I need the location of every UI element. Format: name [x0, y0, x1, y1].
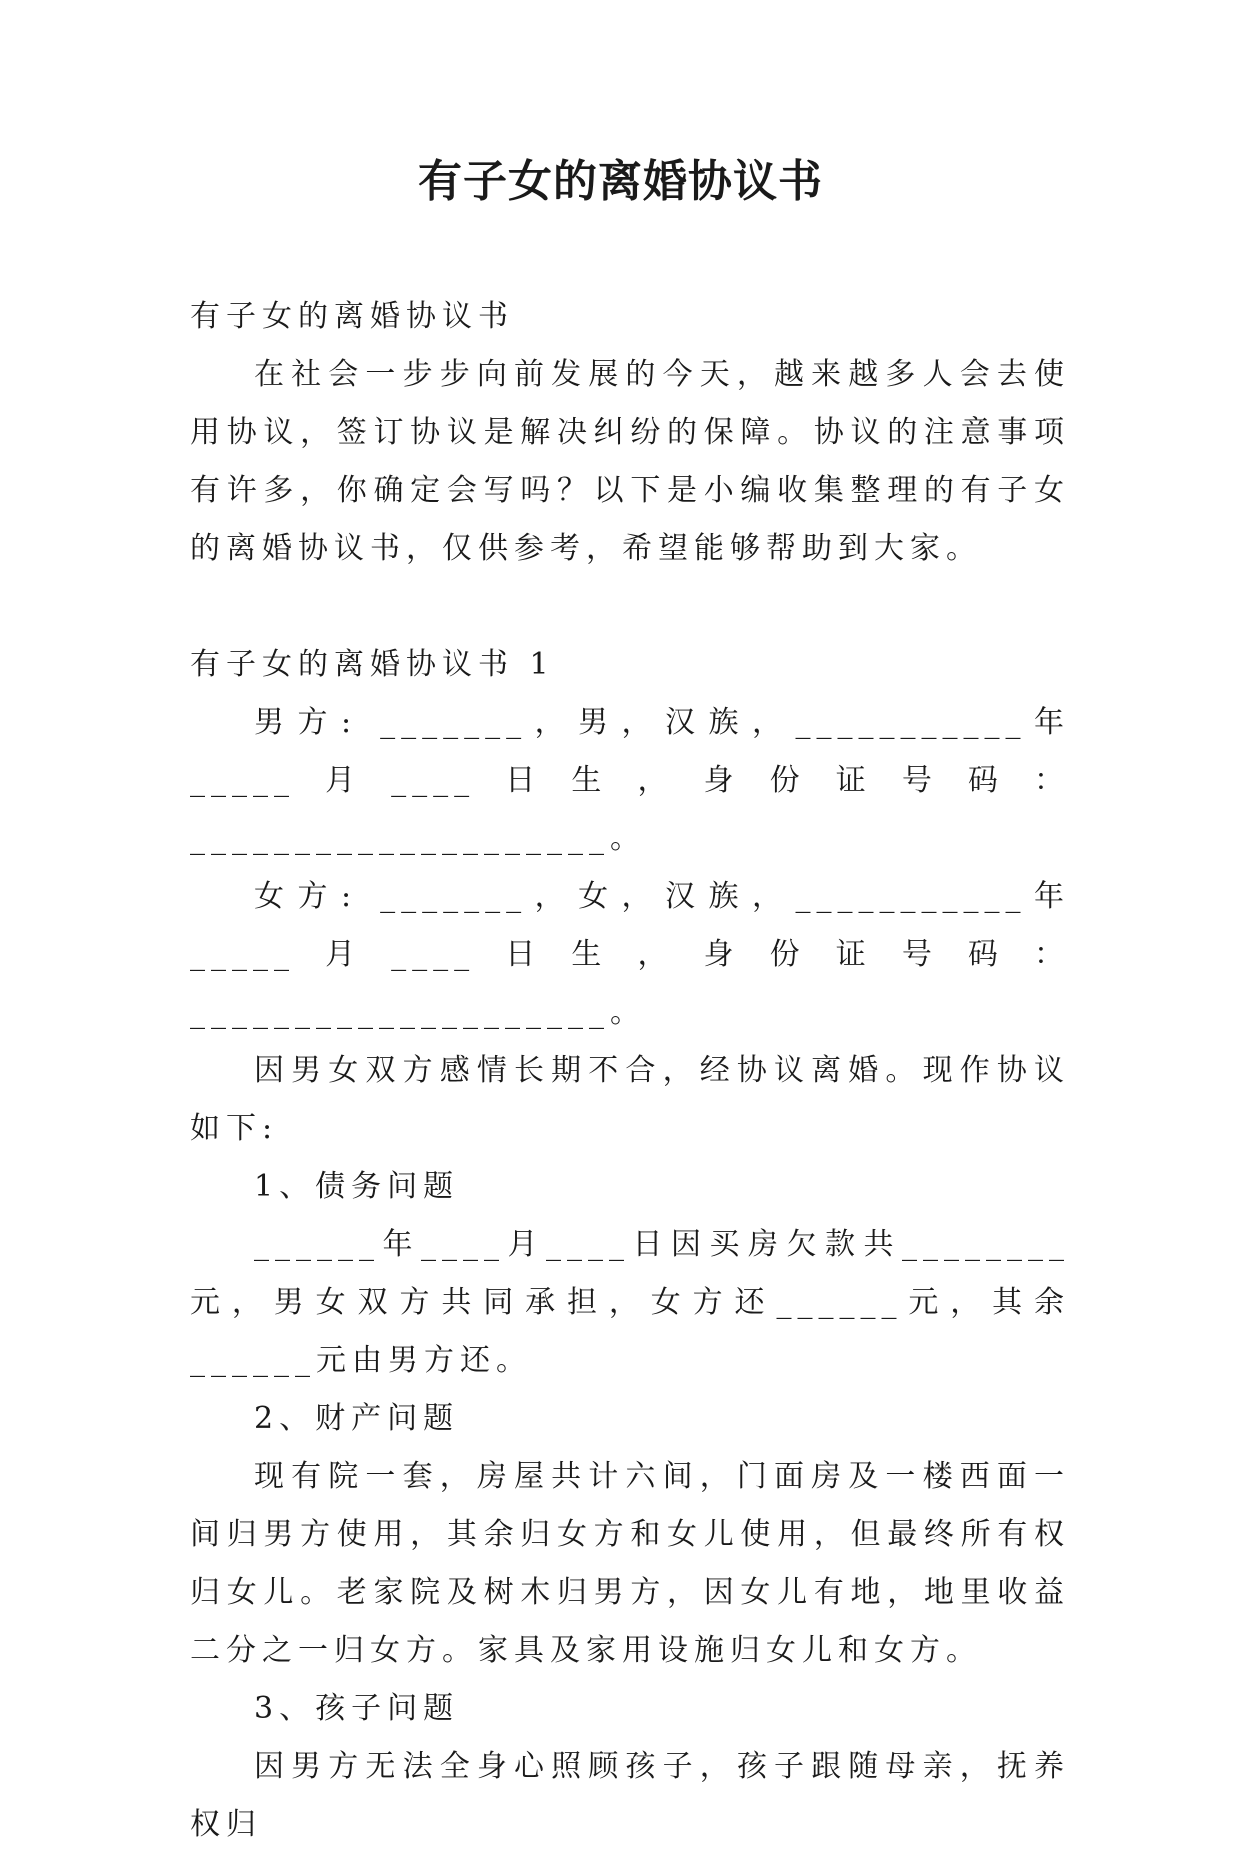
agreement-statement: 因男女双方感情长期不合，经协议离婚。现作协议如下: [190, 1053, 1070, 1146]
clause-children-text: 因男方无法全身心照顾孩子，孩子跟随母亲，抚养权归 [190, 1749, 1070, 1842]
section-heading: 有子女的离婚协议书 1 [190, 647, 555, 682]
section-heading: 有子女的离婚协议书 [190, 299, 514, 334]
female-party-info: 女方: _______，女，汉族，___________年_____月____日生，身份证号码：____________________。 [190, 879, 1070, 1030]
intro-paragraph: 在社会一步步向前发展的今天，越来越多人会去使用协议，签订协议是解决纠纷的保障。协议的注意事项有许多，你确定会写吗？以下是小编收集整理的有子女的离婚协议书，仅供参考，希望能够帮助到大家。 [190, 357, 1070, 566]
clause-heading-debt: 1、债务问题 [254, 1169, 460, 1204]
clause-property-text: 现有院一套，房屋共计六间，门面房及一楼西面一间归男方使用，其余归女方和女儿使用，但最终所有权归女儿。老家院及树木归男方，因女儿有地，地里收益二分之一归女方。家具及家用设施归女儿和女方。 [190, 1459, 1070, 1668]
clause-heading-property: 2、财产问题 [254, 1401, 460, 1436]
document-title: 有子女的离婚协议书 [418, 156, 823, 207]
clause-heading-children: 3、孩子问题 [254, 1691, 460, 1726]
clause-debt-text: ______年____月____日因买房欠款共________元，男女双方共同承担，女方还______元，其余______元由男方还。 [190, 1227, 1070, 1378]
document-body [190, 288, 1070, 1854]
male-party-info: 男方: _______，男，汉族，___________年_____月____日生，身份证号码：____________________。 [190, 705, 1070, 856]
